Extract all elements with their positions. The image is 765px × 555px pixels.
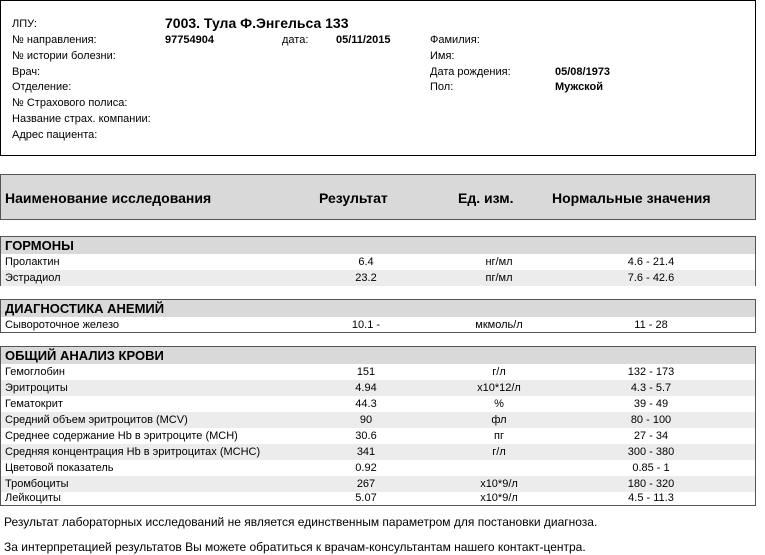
doctor-label: Врач:: [12, 66, 41, 78]
table-row: [1, 490, 755, 506]
disclaimer-line-1: Результат лабораторных исследований не является единственным параметром для постановки диагноза.: [4, 515, 598, 529]
test-result: 90: [359, 414, 373, 426]
test-norm: 27 - 34: [633, 430, 669, 442]
sex-label: Пол:: [430, 81, 454, 93]
test-unit: пг/мл: [485, 272, 513, 284]
test-name: Сывороточное железо: [5, 319, 120, 331]
test-norm: 4.6 - 21.4: [627, 256, 675, 268]
insurance-company-label: Название страх. компании:: [12, 113, 151, 125]
test-result: 23.2: [355, 272, 377, 284]
birthdate-value: 05/08/1973: [555, 66, 611, 78]
section-hormones: [0, 236, 756, 286]
test-norm: 4.5 - 11.3: [628, 492, 674, 504]
test-result: 30.6: [355, 430, 377, 442]
section-title: ДИАГНОСТИКА АНЕМИЙ: [1, 300, 755, 317]
test-result: 5.07: [355, 492, 377, 504]
test-unit: нг/мл: [485, 256, 513, 268]
address-label: Адрес пациента:: [12, 129, 98, 141]
col-unit-header: Ед. изм.: [458, 190, 514, 206]
test-unit: фл: [491, 414, 507, 426]
birthdate-label: Дата рождения:: [430, 66, 511, 78]
col-norm-header: Нормальные значения: [552, 190, 711, 206]
lpu-label: ЛПУ:: [12, 18, 37, 30]
sex-value: Мужской: [555, 81, 604, 93]
test-name: Средний объем эритроцитов (MCV): [5, 414, 188, 426]
surname-label: Фамилия:: [430, 34, 480, 46]
section-title: ОБЩИЙ АНАЛИЗ КРОВИ: [1, 347, 755, 364]
date-value: 05/11/2015: [336, 34, 391, 46]
table-row: [1, 444, 755, 460]
test-name: Эстрадиол: [5, 272, 61, 284]
section-title: ГОРМОНЫ: [1, 237, 755, 254]
table-row: [1, 380, 755, 396]
test-result: 0.92: [355, 462, 377, 474]
test-name: Гематокрит: [5, 398, 63, 410]
test-unit: мкмоль/л: [475, 319, 523, 331]
test-norm: 80 - 100: [630, 414, 672, 426]
lpu-value: 7003. Тула Ф.Энгельса 133: [165, 15, 349, 31]
test-name: Гемоглобин: [5, 366, 65, 378]
test-unit: x10*9/л: [480, 492, 518, 504]
test-norm: 39 - 49: [633, 398, 669, 410]
test-unit: пг: [494, 430, 504, 442]
test-name: Тромбоциты: [5, 478, 69, 490]
table-row: [1, 428, 755, 444]
test-norm: 180 - 320: [627, 478, 675, 490]
test-result: 6.4: [358, 256, 374, 268]
date-label: дата:: [282, 34, 309, 46]
name-label: Имя:: [430, 50, 455, 62]
test-unit: %: [494, 398, 504, 410]
test-result: 341: [356, 446, 376, 458]
table-row: [1, 317, 755, 333]
table-row: [1, 460, 755, 476]
test-unit: г/л: [492, 366, 506, 378]
test-unit: x10*12/л: [477, 382, 521, 394]
patient-info-box: [0, 0, 756, 156]
department-label: Отделение:: [12, 81, 72, 93]
test-result: 267: [356, 478, 376, 490]
test-result: 4.94: [355, 382, 377, 394]
history-label: № истории болезни:: [12, 50, 116, 62]
test-norm: 11 - 28: [634, 319, 668, 331]
test-name: Цветовой показатель: [5, 462, 114, 474]
test-name: Среднее содержание Hb в эритроците (MCH): [5, 430, 238, 442]
test-unit: г/л: [492, 446, 506, 458]
disclaimer-line-2: За интерпретацией результатов Вы можете обратиться к врачам-консультантам нашего контакт-центра.: [4, 540, 586, 554]
results-table-header: [0, 174, 756, 220]
test-result: 10.1 -: [351, 319, 381, 331]
test-norm: 300 - 380: [627, 446, 675, 458]
test-result: 44.3: [355, 398, 377, 410]
col-name-header: Наименование исследования: [5, 190, 212, 206]
referral-value: 97754904: [165, 34, 214, 46]
table-row: [1, 412, 755, 428]
test-name: Лейкоциты: [5, 492, 61, 504]
col-result-header: Результат: [319, 190, 388, 206]
test-norm: 7.6 - 42.6: [627, 272, 675, 284]
section-blood-count: [0, 346, 756, 506]
section-anemia: [0, 299, 756, 333]
test-name: Пролактин: [5, 256, 60, 268]
test-norm: 0.85 - 1: [632, 462, 670, 474]
test-unit: x10*9/л: [480, 478, 518, 490]
table-row: [1, 254, 755, 270]
test-name: Средняя концентрация Hb в эритроцитах (MCHC): [5, 446, 261, 458]
test-norm: 132 - 173: [627, 366, 675, 378]
test-norm: 4.3 - 5.7: [630, 382, 672, 394]
insurance-policy-label: № Страхового полиса:: [12, 97, 128, 109]
table-row: [1, 396, 755, 412]
table-row: [1, 364, 755, 380]
test-name: Эритроциты: [5, 382, 68, 394]
table-row: [1, 270, 755, 286]
test-result: 151: [356, 366, 376, 378]
referral-label: № направления:: [12, 34, 97, 46]
